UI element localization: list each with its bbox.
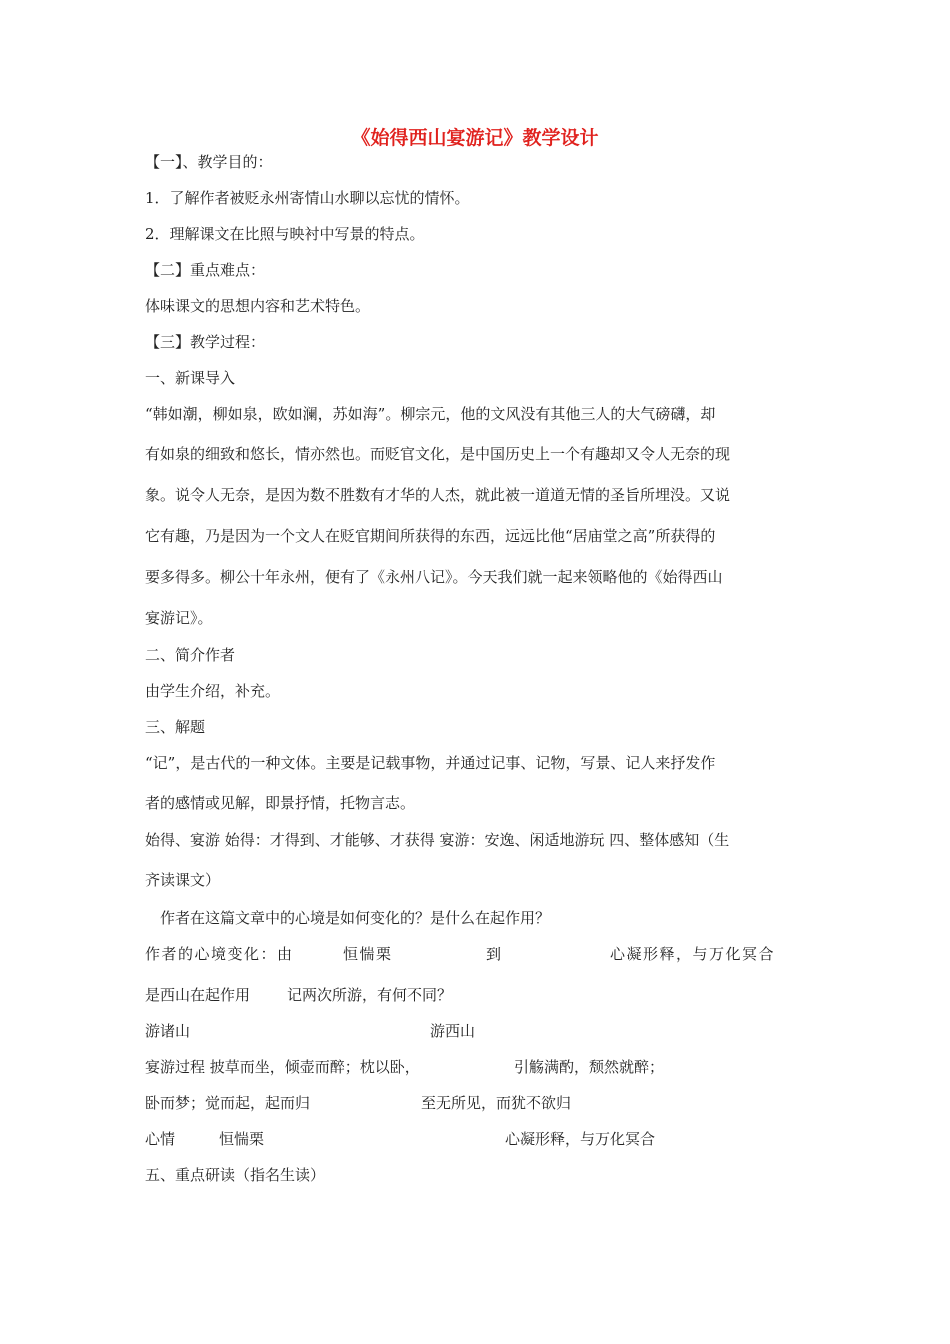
mood-arrow-word: 到 <box>486 945 502 963</box>
title-explain-line: 始得、宴游 始得：才得到、才能够、才获得 宴游：安逸、闲适地游玩 四、整体感知（生 <box>145 831 730 849</box>
table-row-process-right: 引觞满酌，颓然就醉； <box>514 1058 665 1076</box>
table-header-other-mountains: 游诸山 <box>145 1022 191 1040</box>
objective-1: 1．了解作者被贬永州寄情山水聊以忘忧的情怀。 <box>145 189 470 207</box>
document-title: 《始得西山宴游记》教学设计 <box>351 127 599 149</box>
title-explain-line: “记”，是古代的一种文体。主要是记载事物，并通过记事、记物，写景、记人来抒发作 <box>145 754 716 772</box>
objective-2: 2．理解课文在比照与映衬中写景的特点。 <box>145 225 425 243</box>
part-1-heading: 一、新课导入 <box>145 369 236 387</box>
part-3-heading: 三、解题 <box>145 718 206 736</box>
mood-end: 心凝形释，与万化冥合 <box>610 945 776 963</box>
table-row-mood-left: 恒惴栗 <box>219 1130 265 1148</box>
intro-paragraph-line: 象。说令人无奈，是因为数不胜数有才华的人杰，就此被一道道无情的圣旨所埋没。又说 <box>145 486 731 504</box>
intro-paragraph-line: 宴游记》。 <box>145 609 213 627</box>
key-points-text: 体味课文的思想内容和艺术特色。 <box>145 297 371 315</box>
title-explain-line: 者的感情或见解，即景抒情，托物言志。 <box>145 794 416 812</box>
table-row-process-left: 宴游过程 披草而坐，倾壶而醉；枕以卧， <box>145 1058 420 1076</box>
table-header-west-mountain: 游西山 <box>430 1022 476 1040</box>
table-row-mood-label: 心情 <box>145 1130 176 1148</box>
author-intro-text: 由学生介绍，补充。 <box>145 682 281 700</box>
mood-cause: 是西山在起作用 <box>145 986 251 1004</box>
intro-paragraph-line: 它有趣，乃是因为一个文人在贬官期间所获得的东西，远远比他“居庙堂之高”所获得的 <box>145 527 716 545</box>
mood-start: 恒惴栗 <box>343 945 393 963</box>
mood-change-label: 作者的心境变化：由 <box>145 945 294 963</box>
table-row-process2-left: 卧而梦；觉而起，起而归 <box>145 1094 311 1112</box>
compare-question: 记两次所游，有何不同？ <box>287 986 453 1004</box>
intro-paragraph-line: 要多得多。柳公十年永州，便有了《永州八记》。今天我们就一起来领略他的《始得西山 <box>145 568 723 586</box>
part-2-heading: 二、简介作者 <box>145 646 236 664</box>
section-2-heading: 【二】重点难点： <box>145 261 266 279</box>
table-row-process2-right: 至无所见，而犹不欲归 <box>421 1094 572 1112</box>
part-5-heading: 五、重点研读（指名生读） <box>145 1166 326 1184</box>
intro-paragraph-line: 有如泉的细致和悠长，情亦然也。而贬官文化，是中国历史上一个有趣却又令人无奈的现 <box>145 445 731 463</box>
question-text: 作者在这篇文章中的心境是如何变化的？是什么在起作用？ <box>160 909 551 927</box>
section-1-heading: 【一】、教学目的： <box>145 153 273 171</box>
section-3-heading: 【三】教学过程： <box>145 333 266 351</box>
table-row-mood-right: 心凝形释，与万化冥合 <box>505 1130 656 1148</box>
title-explain-line: 齐读课文） <box>145 871 221 889</box>
intro-paragraph-line: “韩如潮，柳如泉，欧如澜，苏如海”。柳宗元，他的文风没有其他三人的大气磅礴，却 <box>145 405 716 423</box>
